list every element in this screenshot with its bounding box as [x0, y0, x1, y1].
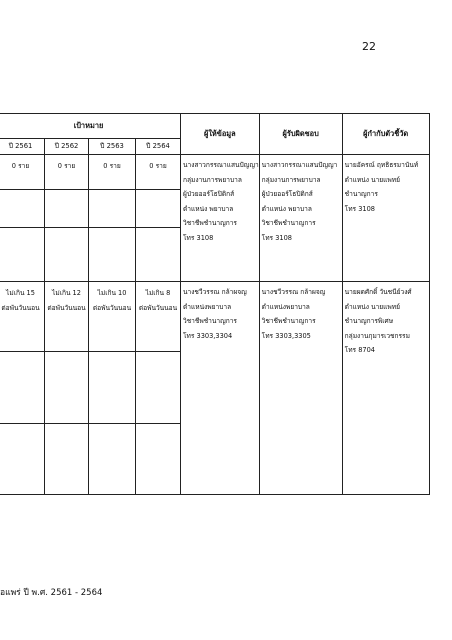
provider-line: นางชวีวรรณ กล้าผจญ	[183, 288, 247, 296]
year-header: ปี 2563	[89, 139, 136, 155]
provider-line: โทร 3108	[183, 233, 214, 242]
supervisor-line: โทร 8704	[344, 346, 375, 354]
empty-cell	[0, 228, 45, 282]
empty-cell	[0, 424, 45, 495]
responsible-cell	[259, 282, 342, 495]
responsible-line: นางสาวกรรณาแสนปัญญา	[261, 161, 338, 169]
supervisor-line: นายผดศักดิ์ วันชนีย์วงศ์	[344, 288, 412, 296]
provider-line: วิชาชีพชำนาญการ	[183, 317, 237, 325]
provider-line: ตำแหน่ง พยาบาล	[183, 204, 234, 213]
provider-line: โทร 3303,3304	[183, 331, 233, 340]
responsible-line: กลุ่มงานการพยาบาล	[261, 175, 321, 184]
target-line: ต่อพันวันนอน	[138, 303, 178, 312]
target-line: ต่อพันวันนอน	[92, 303, 132, 312]
target-header: เป้าหมาย	[0, 114, 181, 139]
empty-cell	[136, 424, 181, 495]
provider-header: ผู้ให้ข้อมูล	[181, 114, 260, 155]
provider-line: ผู้ป่วยออร์โธปิดิกส์	[183, 190, 235, 198]
indicator-table	[0, 113, 430, 495]
responsible-line: วิชาชีพชำนาญการ	[261, 219, 316, 227]
provider-cell	[181, 155, 260, 282]
page-number: 22	[362, 40, 376, 53]
target-cell	[0, 282, 45, 352]
responsible-line: ผู้ป่วยออร์โธปิดิกส์	[261, 190, 313, 198]
target-line: ไม่เกิน 10	[97, 289, 127, 297]
responsible-line: โทร 3108	[261, 233, 292, 242]
provider-line: กลุ่มงานการพยาบาล	[183, 175, 242, 184]
target-line: ไม่เกิน 12	[52, 289, 81, 297]
empty-cell	[0, 352, 45, 424]
empty-cell	[45, 424, 89, 495]
footer-text: อแพร่ ปี พ.ศ. 2561 - 2564	[0, 588, 103, 598]
responsible-line: ตำแหน่งพยาบาล	[261, 302, 310, 311]
provider-cell	[181, 282, 260, 495]
provider-line: วิชาชีพชำนาญการ	[183, 219, 237, 227]
target-cell: 0 ราย	[136, 155, 181, 190]
empty-cell	[89, 190, 136, 228]
supervisor-header: ผู้กำกับตัวชี้วัด	[342, 114, 429, 155]
responsible-line: โทร 3303,3305	[261, 331, 311, 340]
year-header: ปี 2562	[45, 139, 89, 155]
target-cell: 0 ราย	[89, 155, 136, 190]
target-cell	[136, 282, 181, 352]
provider-line: ตำแหน่งพยาบาล	[183, 302, 232, 311]
supervisor-cell	[342, 282, 429, 495]
empty-cell	[89, 228, 136, 282]
empty-cell	[136, 190, 181, 228]
target-cell	[89, 282, 136, 352]
empty-cell	[45, 190, 89, 228]
target-line: ต่อพันวันนอน	[1, 303, 40, 312]
responsible-line: ตำแหน่ง พยาบาล	[261, 204, 312, 213]
year-header: ปี 2561	[0, 139, 45, 155]
empty-cell	[89, 424, 136, 495]
table-header-row	[0, 114, 429, 139]
empty-cell	[89, 352, 136, 424]
responsible-line: วิชาชีพชำนาญการ	[261, 317, 316, 325]
year-header: ปี 2564	[136, 139, 181, 155]
target-cell: 0 ราย	[0, 155, 45, 190]
table-row	[0, 155, 429, 190]
supervisor-line: ชำนาญการพิเศษ	[344, 317, 394, 325]
target-line: ไม่เกิน 15	[6, 289, 35, 297]
supervisor-line: ตำแหน่ง นายแพทย์	[344, 302, 400, 311]
target-cell	[45, 282, 89, 352]
empty-cell	[45, 228, 89, 282]
supervisor-line: นายอัครณ์ ฤทธิธรมานันท์	[344, 161, 419, 169]
supervisor-line: ชำนาญการ	[344, 190, 378, 198]
supervisor-line: โทร 3108	[344, 204, 375, 213]
supervisor-line: กลุ่มงานกุมารเวชกรรม	[344, 331, 410, 340]
supervisor-cell	[342, 155, 429, 282]
empty-cell	[136, 352, 181, 424]
target-line: ไม่เกิน 8	[145, 289, 171, 297]
target-cell: 0 ราย	[45, 155, 89, 190]
provider-line: นางสาวกรรณาแสนปัญญา	[183, 161, 259, 169]
empty-cell	[136, 228, 181, 282]
empty-cell	[0, 190, 45, 228]
supervisor-line: ตำแหน่ง นายแพทย์	[344, 175, 400, 184]
responsible-line: นางชวีวรรณ กล้าผจญ	[261, 288, 326, 296]
responsible-cell	[259, 155, 342, 282]
empty-cell	[45, 352, 89, 424]
responsible-header: ผู้รับผิดชอบ	[259, 114, 342, 155]
table-row	[0, 282, 429, 352]
target-line: ต่อพันวันนอน	[47, 303, 86, 312]
